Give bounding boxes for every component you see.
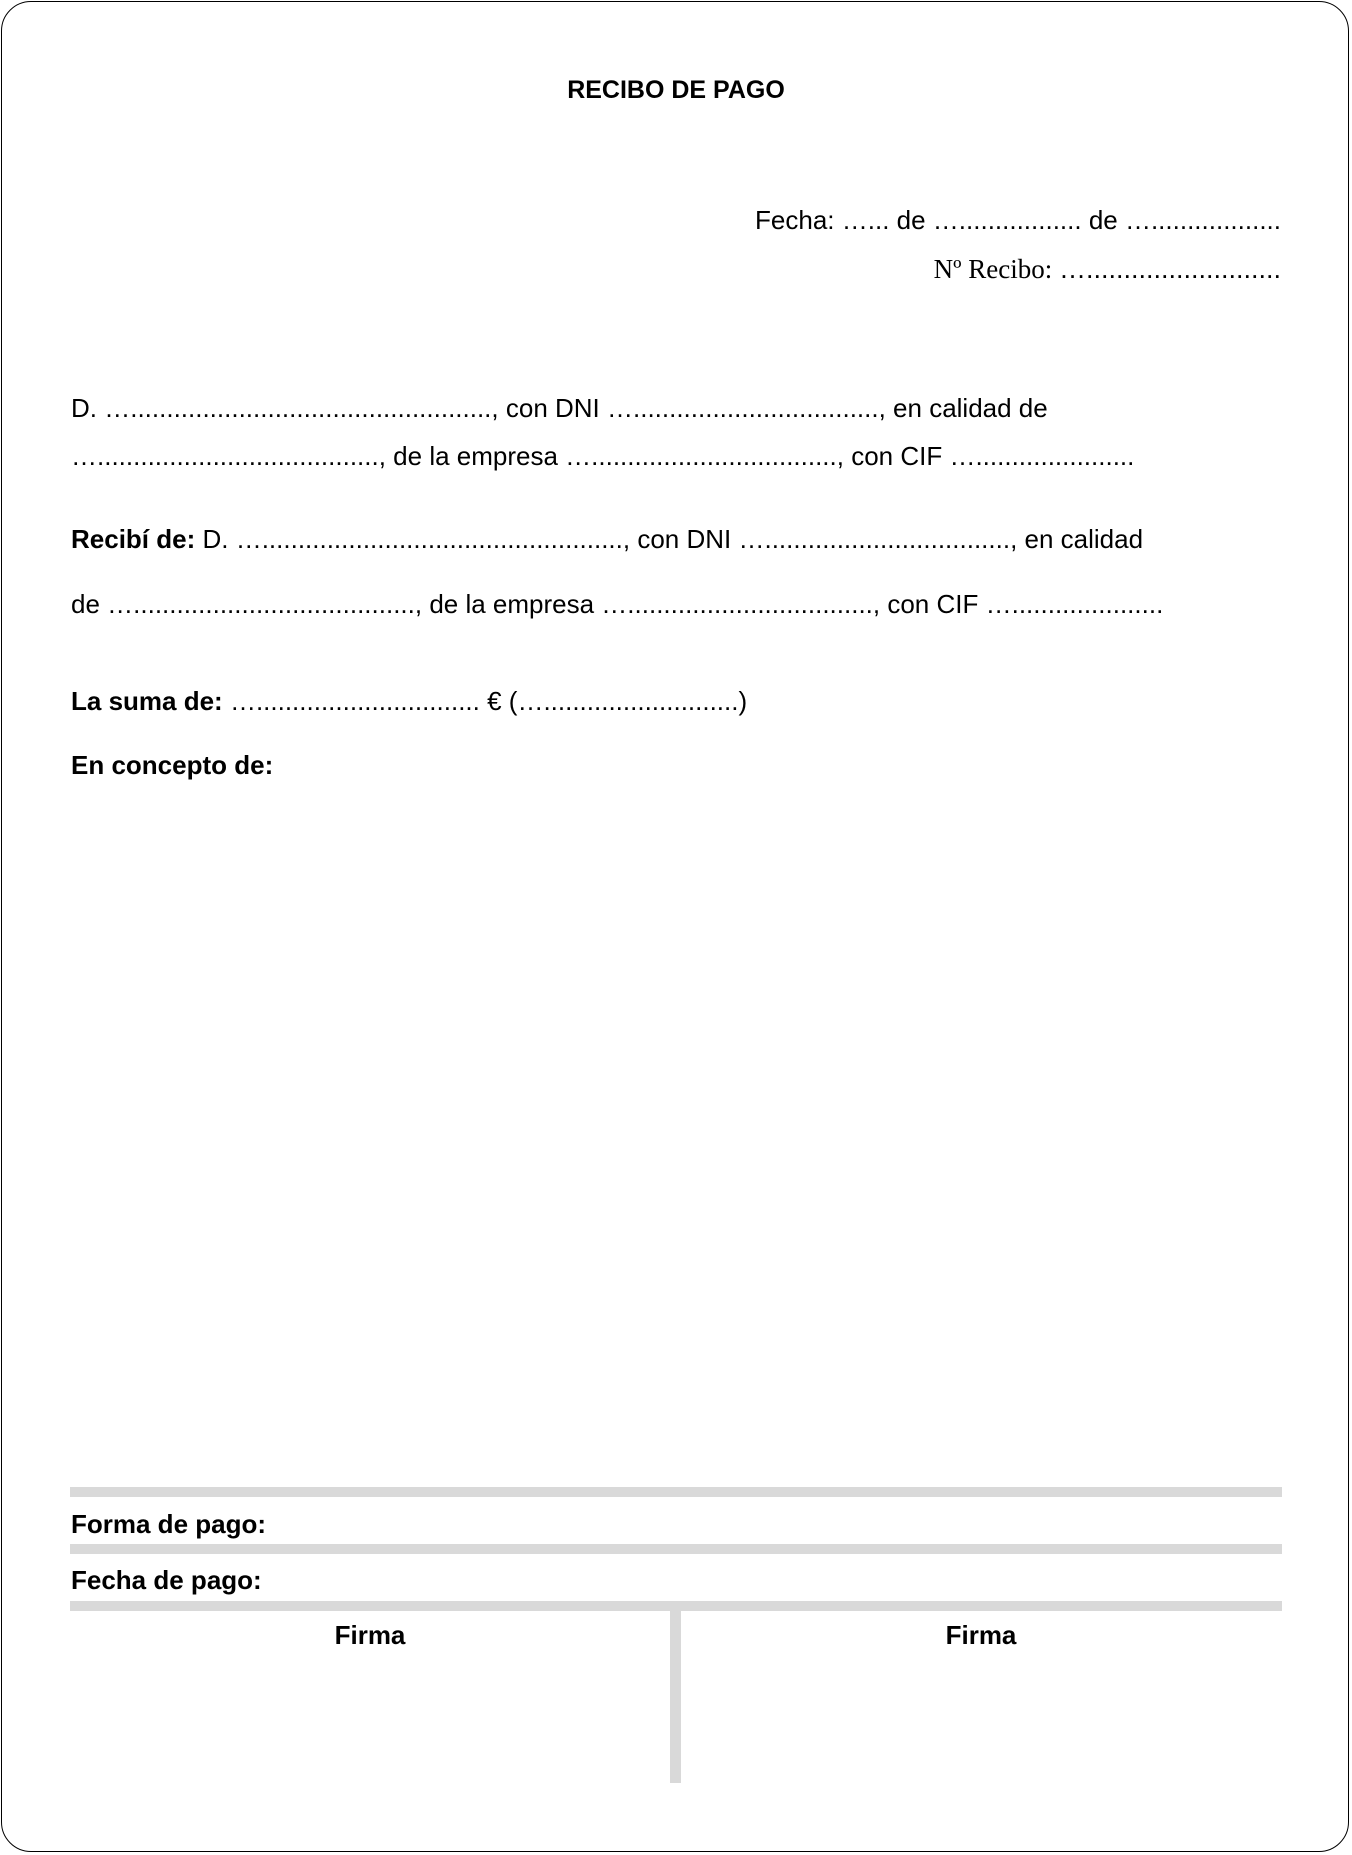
received-from-label: Recibí de: — [71, 524, 196, 554]
issuer-line-2: …......................................., de la empresa ….................................., con CIF …...................... — [71, 441, 1135, 471]
signature-left-label: Firma — [334, 1620, 406, 1650]
signature-divider — [670, 1610, 681, 1783]
concept-label: En concepto de: — [71, 750, 274, 780]
signature-right-label: Firma — [945, 1620, 1017, 1650]
amount-line — [71, 686, 747, 717]
divider-top — [70, 1487, 1282, 1497]
payment-method-label: Forma de pago: — [71, 1509, 267, 1539]
receipt-number-label: Nº Recibo: — [933, 254, 1059, 284]
receipt-number-blank: ….......................... — [1058, 254, 1281, 284]
received-from-line-1 — [71, 524, 1143, 555]
amount-text: …............................... € (…...........................) — [222, 686, 748, 716]
received-from-text: D. ….................................................., con DNI ….................................., en calidad — [195, 524, 1144, 554]
divider-middle — [70, 1544, 1282, 1554]
amount-label: La suma de: — [71, 686, 223, 716]
payment-date-label: Fecha de pago: — [71, 1565, 262, 1595]
issuer-line-1: D. ….................................................., con DNI ….................................., en calidad de — [71, 393, 1048, 423]
document-title: RECIBO DE PAGO — [567, 76, 785, 104]
receipt-number-field — [934, 254, 1281, 285]
date-field: Fecha: …... de …................. de ….................. — [755, 205, 1281, 235]
received-from-line-2: de …......................................., de la empresa ….................................., con CIF …..................... — [71, 589, 1164, 619]
